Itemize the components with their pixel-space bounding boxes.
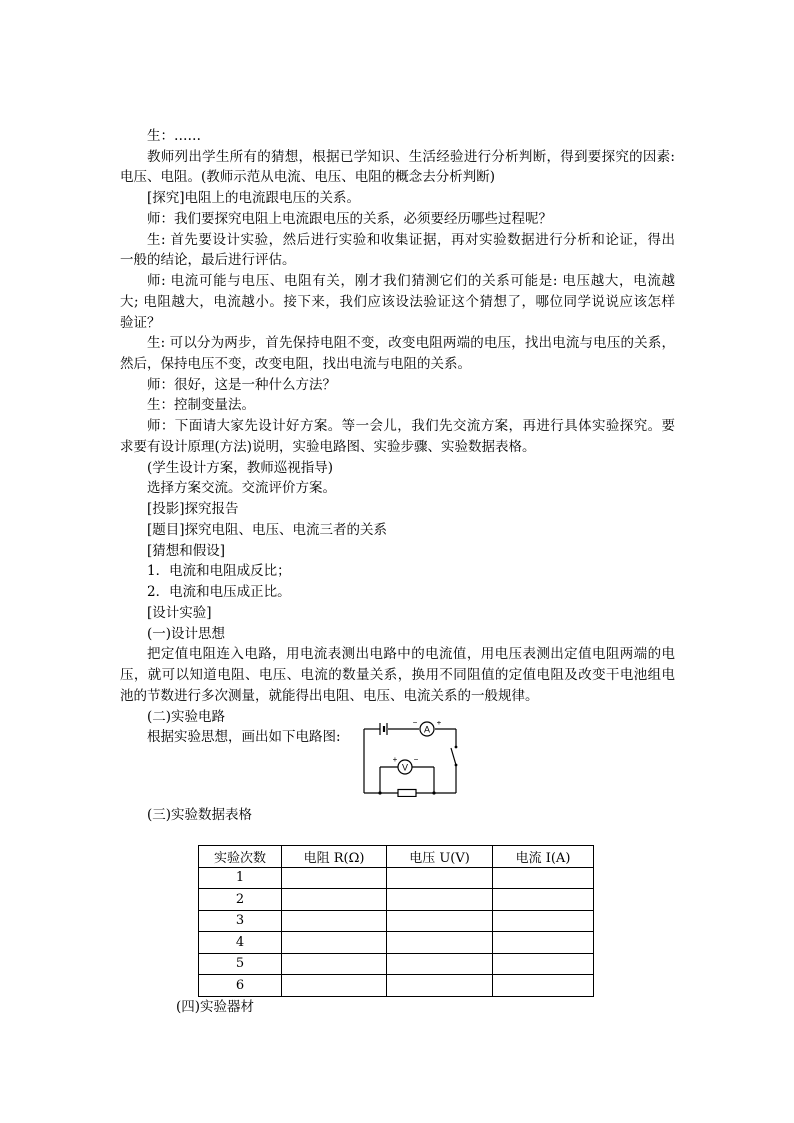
text-line: (学生设计方案，教师巡视指导) [147,460,334,476]
row-number: 4 [199,932,282,954]
text-line: 2．电流和电压成正比。 [147,584,291,600]
junction [378,791,381,794]
table-cell [387,932,493,954]
text-line: 生: 可以分为两步，首先保持电阻不变，改变电阻两端的电压，找出电流与电压的关系， [147,335,675,351]
text-line: 师：下面请大家先设计好方案。等一会儿，我们先交流方案，再进行具体实验探究。要 [147,418,675,434]
text-line: 大; 电阻越大，电流越小。接下来，我们应该设法验证这个猜想了，哪位同学说说应该怎样 [120,294,675,310]
table-cell [387,975,493,997]
text-line: 根据实验思想，画出如下电路图: [147,729,341,745]
text-line: 生: 首先要设计实验，然后进行实验和收集证据，再对实验数据进行分析和论证，得出 [147,232,675,248]
table-row [199,953,594,975]
table-header: 电阻 R(Ω) [282,846,387,868]
circuit-diagram [362,721,464,797]
text-line: 验证？ [120,315,161,331]
battery-icon [380,723,387,735]
row-number: 1 [199,867,282,889]
text-line: 教师列出学生所有的猜想，根据已学知识、生活经验进行分析判断，得到要探究的因素: [147,149,675,165]
text-line: 师: 电流可能与电压、电阻有关，刚才我们猜测它们的关系可能是: 电压越大，电流越 [147,273,675,289]
table-cell [282,910,387,932]
text-line: 把定值电阻连入电路，用电流表测出电路中的电流值，用电压表测出定值电阻两端的电 [147,646,675,662]
text-line: (二)实验电路 [147,709,226,725]
table-row [199,910,594,932]
table-cell [282,889,387,911]
row-number: 3 [199,910,282,932]
voltmeter-label: V [401,762,409,773]
text-line: 池的节数进行多次测量，就能得出电阻、电压、电流关系的一般规律。 [120,688,539,704]
table-cell [493,953,594,975]
text-line: 压，就可以知道电阻、电压、电流的数量关系，换用不同阻值的定值电阻及改变干电池组电 [120,667,675,683]
text-line: 然后，保持电压不变，改变电阻，找出电流与电阻的关系。 [120,356,471,372]
ammeter-minus: − [412,721,418,727]
ammeter-label: A [423,724,431,735]
table-header: 实验次数 [199,846,282,868]
text-line: 生：…… [147,128,201,144]
table-cell [282,867,387,889]
table-row [199,932,594,954]
voltmeter-minus: − [413,755,419,764]
table-cell [493,867,594,889]
data-table [198,845,594,997]
table-cell [493,889,594,911]
text-line: 师：我们要探究电阻上电流跟电压的关系，必须要经历哪些过程呢？ [147,211,552,227]
table-cell [282,932,387,954]
table-cell [387,889,493,911]
text-line: 生：控制变量法。 [147,397,255,413]
text-line: 师：很好，这是一种什么方法？ [147,377,336,393]
resistor-icon [398,790,416,797]
text-line: 选择方案交流。交流评价方案。 [147,480,336,496]
text-line: 1．电流和电阻成反比； [147,563,291,579]
text-line: [设计实验] [147,605,212,621]
row-number: 6 [199,975,282,997]
text-line: [探究]电阻上的电流跟电压的关系。 [147,190,361,206]
table-cell [282,975,387,997]
text-line: 求要有设计原理(方法)说明，实验电路图、实验步骤、实验数据表格。 [120,439,536,455]
text-line: 一般的结论，最后进行评估。 [120,252,296,268]
table-header-row [199,846,594,868]
table-row [199,975,594,997]
table-cell [387,910,493,932]
table-cell [493,975,594,997]
voltmeter-plus: + [392,755,398,764]
table-row [199,867,594,889]
table-cell [493,910,594,932]
text-line: 电压、电阻。(教师示范从电流、电压、电阻的概念去分析判断) [120,169,496,185]
table-header: 电流 I(A) [493,846,594,868]
text-line: [猜想和假设] [147,543,226,559]
table-cell [387,867,493,889]
table-row [199,889,594,911]
text-line: (一)设计思想 [147,626,226,642]
row-number: 2 [199,889,282,911]
table-cell [282,953,387,975]
junction [432,791,435,794]
table-cell [387,953,493,975]
row-number: 5 [199,953,282,975]
text-line: (三)实验数据表格 [147,807,253,823]
text-line: (四)实验器材 [176,999,255,1015]
voltmeter-icon [393,755,419,774]
text-line: [题目]探究电阻、电压、电流三者的关系 [147,522,388,538]
ammeter-plus: + [436,721,442,727]
table-cell [493,932,594,954]
table-header: 电压 U(V) [387,846,493,868]
switch-icon [451,746,457,767]
text-line: [投影]探究报告 [147,501,239,517]
